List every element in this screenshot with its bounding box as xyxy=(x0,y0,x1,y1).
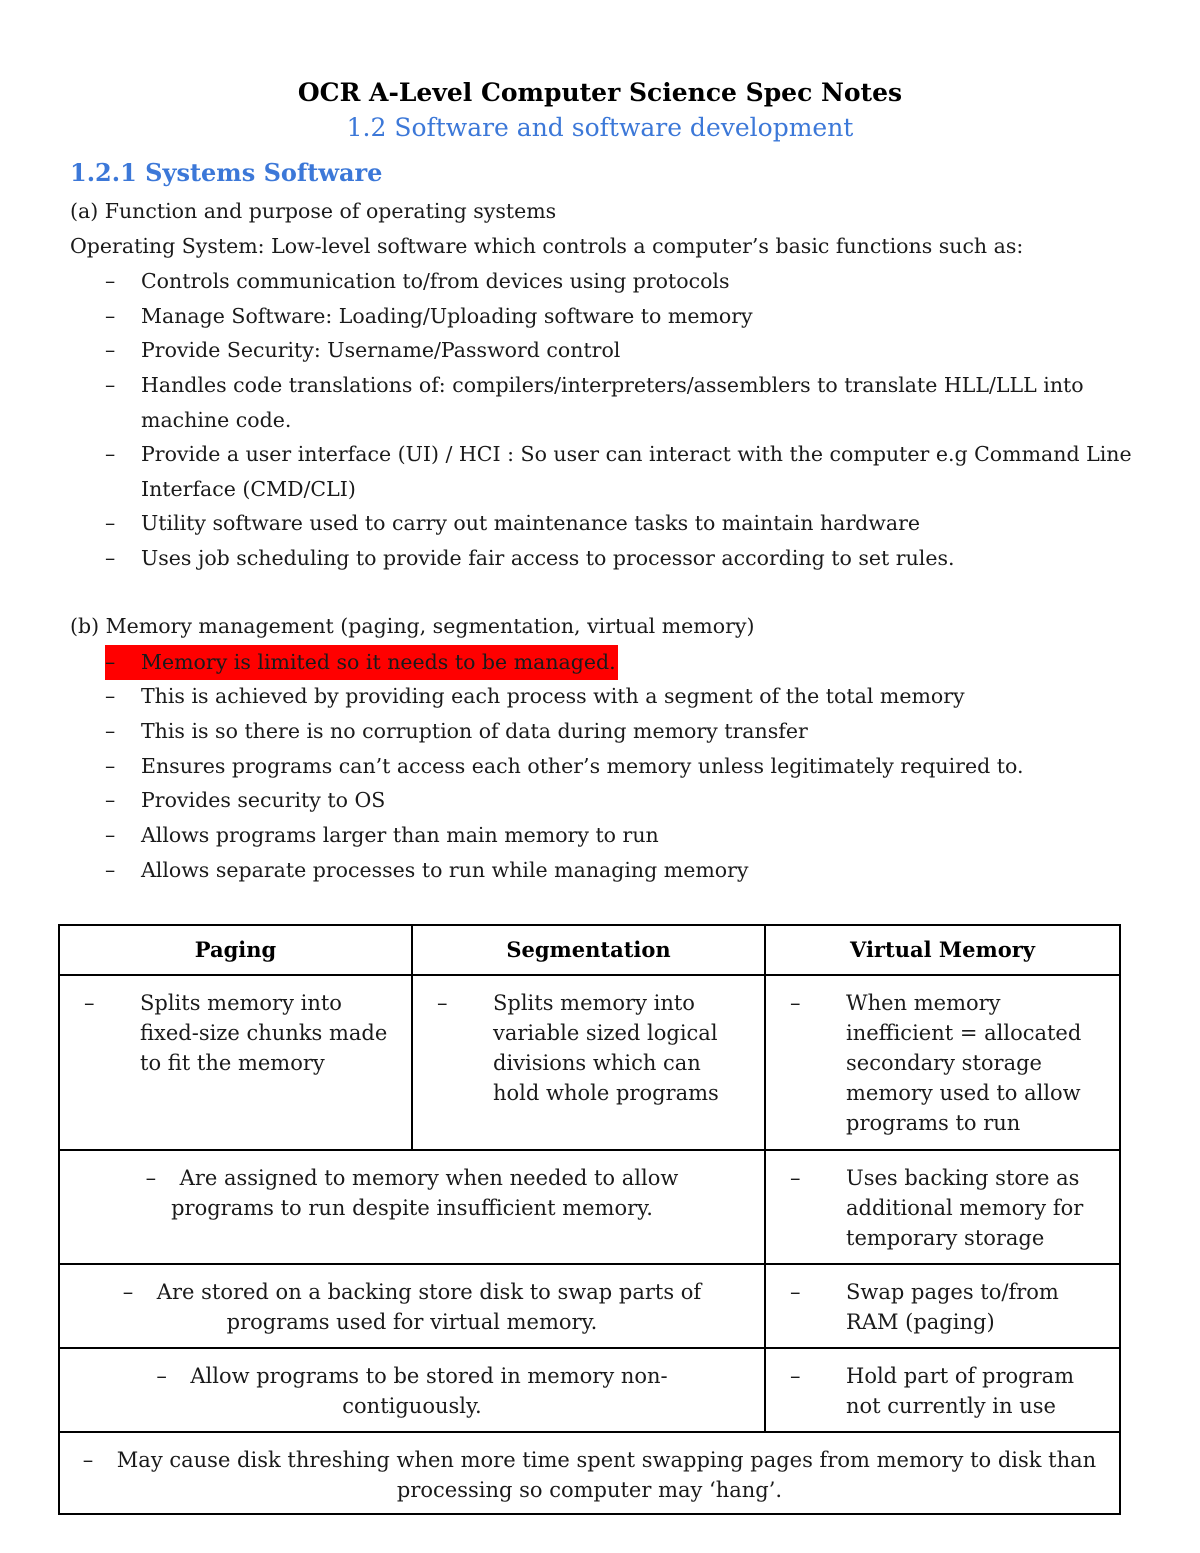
table-row xyxy=(59,1348,1120,1432)
list-item xyxy=(105,783,1135,818)
bullet-dash: – xyxy=(790,991,801,1015)
document-title: OCR A-Level Computer Science Spec Notes xyxy=(297,78,903,107)
bullet-text: Allows separate processes to run while managing memory xyxy=(141,858,749,882)
bullet-dash: – xyxy=(437,991,448,1015)
table-row xyxy=(59,1264,1120,1348)
list-item xyxy=(105,264,1135,299)
bullet-text: Controls communication to/from devices using protocols xyxy=(141,269,730,293)
bullet-text: This is so there is no corruption of data during memory transfer xyxy=(141,719,808,743)
list-item xyxy=(105,368,1135,437)
bullet-text: Manage Software: Loading/Uploading software to memory xyxy=(141,304,753,328)
shared-cell xyxy=(59,1348,765,1432)
virtual-memory-cell xyxy=(765,1264,1120,1348)
paging-cell xyxy=(59,975,412,1150)
shared-cell xyxy=(59,1264,765,1348)
bullet-dash: – xyxy=(156,1364,167,1388)
bullet-text: Ensures programs can’t access each other’s memory unless legitimately required to. xyxy=(141,754,1024,778)
bullet-dash: – xyxy=(105,373,116,397)
bullet-text: Allows programs larger than main memory to run xyxy=(141,823,659,847)
list-item xyxy=(105,714,1135,749)
list-item xyxy=(105,333,1135,368)
table-row xyxy=(59,1150,1120,1264)
bullet-text: Provides security to OS xyxy=(141,788,386,812)
part-a-intro: Operating System: Low-level software which controls a computer’s basic functions such as: xyxy=(70,234,1024,258)
bullet-text: Uses job scheduling to provide fair access to processor according to set rules. xyxy=(141,546,955,570)
header-segmentation: Segmentation xyxy=(412,925,765,975)
virtual-memory-cell xyxy=(765,1348,1120,1432)
cell-text: Are assigned to memory when needed to allow programs to run despite insufficient memory. xyxy=(171,1166,679,1220)
list-item xyxy=(105,437,1135,506)
list-item xyxy=(105,541,1135,576)
bullet-dash: – xyxy=(105,684,116,708)
cell-text: Splits memory into variable sized logical divisions which can hold whole programs xyxy=(493,991,719,1105)
bullet-text: Provide Security: Username/Password control xyxy=(141,338,621,362)
table-footer-row xyxy=(59,1432,1120,1514)
bullet-dash: – xyxy=(105,719,116,743)
list-item xyxy=(105,749,1135,784)
segmentation-cell xyxy=(412,975,765,1150)
bullet-text: Memory is limited so it needs to be managed. xyxy=(141,650,616,674)
cell-text: When memory inefficient = allocated secondary storage memory used to allow programs to run xyxy=(846,991,1082,1135)
cell-text: Are stored on a backing store disk to swap parts of programs used for virtual memory. xyxy=(156,1280,702,1334)
table-row xyxy=(59,975,1120,1150)
list-item xyxy=(105,853,1135,888)
bullet-text: Handles code translations of: compilers/interpreters/assemblers to translate HLL/LLL into machine code. xyxy=(141,373,1084,432)
bullet-dash: – xyxy=(105,304,116,328)
part-a-heading: (a) Function and purpose of operating systems xyxy=(70,199,557,223)
bullet-dash: – xyxy=(105,823,116,847)
cell-text: Uses backing store as additional memory for temporary storage xyxy=(846,1166,1084,1250)
bullet-dash: – xyxy=(105,754,116,778)
bullet-dash: – xyxy=(105,269,116,293)
virtual-memory-cell xyxy=(765,1150,1120,1264)
bullet-dash: – xyxy=(790,1166,801,1190)
bullet-dash: – xyxy=(790,1280,801,1304)
cell-text: Hold part of program not currently in use xyxy=(846,1364,1075,1418)
bullet-text: This is achieved by providing each process with a segment of the total memory xyxy=(141,684,965,708)
list-item xyxy=(105,506,1135,541)
highlighted-list-item xyxy=(105,645,1135,680)
footer-cell xyxy=(59,1432,1120,1514)
highlight-box xyxy=(105,645,618,680)
cell-text: Splits memory into fixed-size chunks made to fit the memory xyxy=(140,991,388,1075)
bullet-text: Provide a user interface (UI) / HCI : So user can interact with the computer e.g Command Line Interface (CMD/CLI) xyxy=(141,442,1132,501)
bullet-text: Utility software used to carry out maintenance tasks to maintain hardware xyxy=(141,511,920,535)
bullet-dash: – xyxy=(105,442,116,466)
bullet-dash: – xyxy=(105,650,116,674)
table-header-row xyxy=(59,925,1120,975)
shared-cell xyxy=(59,1150,765,1264)
section-heading: 1.2.1 Systems Software xyxy=(70,158,383,187)
list-item xyxy=(105,679,1135,714)
memory-comparison-table xyxy=(58,924,1121,1515)
bullet-dash: – xyxy=(105,788,116,812)
header-virtual-memory: Virtual Memory xyxy=(765,925,1120,975)
cell-text: May cause disk threshing when more time spent swapping pages from memory to disk than processing so computer may ‘hang’. xyxy=(116,1448,1097,1502)
part-b-heading: (b) Memory management (paging, segmentation, virtual memory) xyxy=(70,614,755,638)
virtual-memory-cell xyxy=(765,975,1120,1150)
header-paging: Paging xyxy=(59,925,412,975)
list-item xyxy=(105,818,1135,853)
bullet-dash: – xyxy=(122,1280,134,1304)
list-item xyxy=(105,299,1135,334)
bullet-dash: – xyxy=(105,338,116,362)
bullet-dash: – xyxy=(82,1448,94,1472)
bullet-dash: – xyxy=(84,991,95,1015)
bullet-dash: – xyxy=(105,511,116,535)
document-subtitle: 1.2 Software and software development xyxy=(346,113,854,142)
bullet-dash: – xyxy=(105,858,116,882)
bullet-dash: – xyxy=(105,546,116,570)
cell-text: Swap pages to/from RAM (paging) xyxy=(846,1280,1059,1334)
bullet-dash: – xyxy=(145,1166,157,1190)
cell-text: Allow programs to be stored in memory non-contiguously. xyxy=(190,1364,668,1418)
bullet-dash: – xyxy=(790,1364,801,1388)
